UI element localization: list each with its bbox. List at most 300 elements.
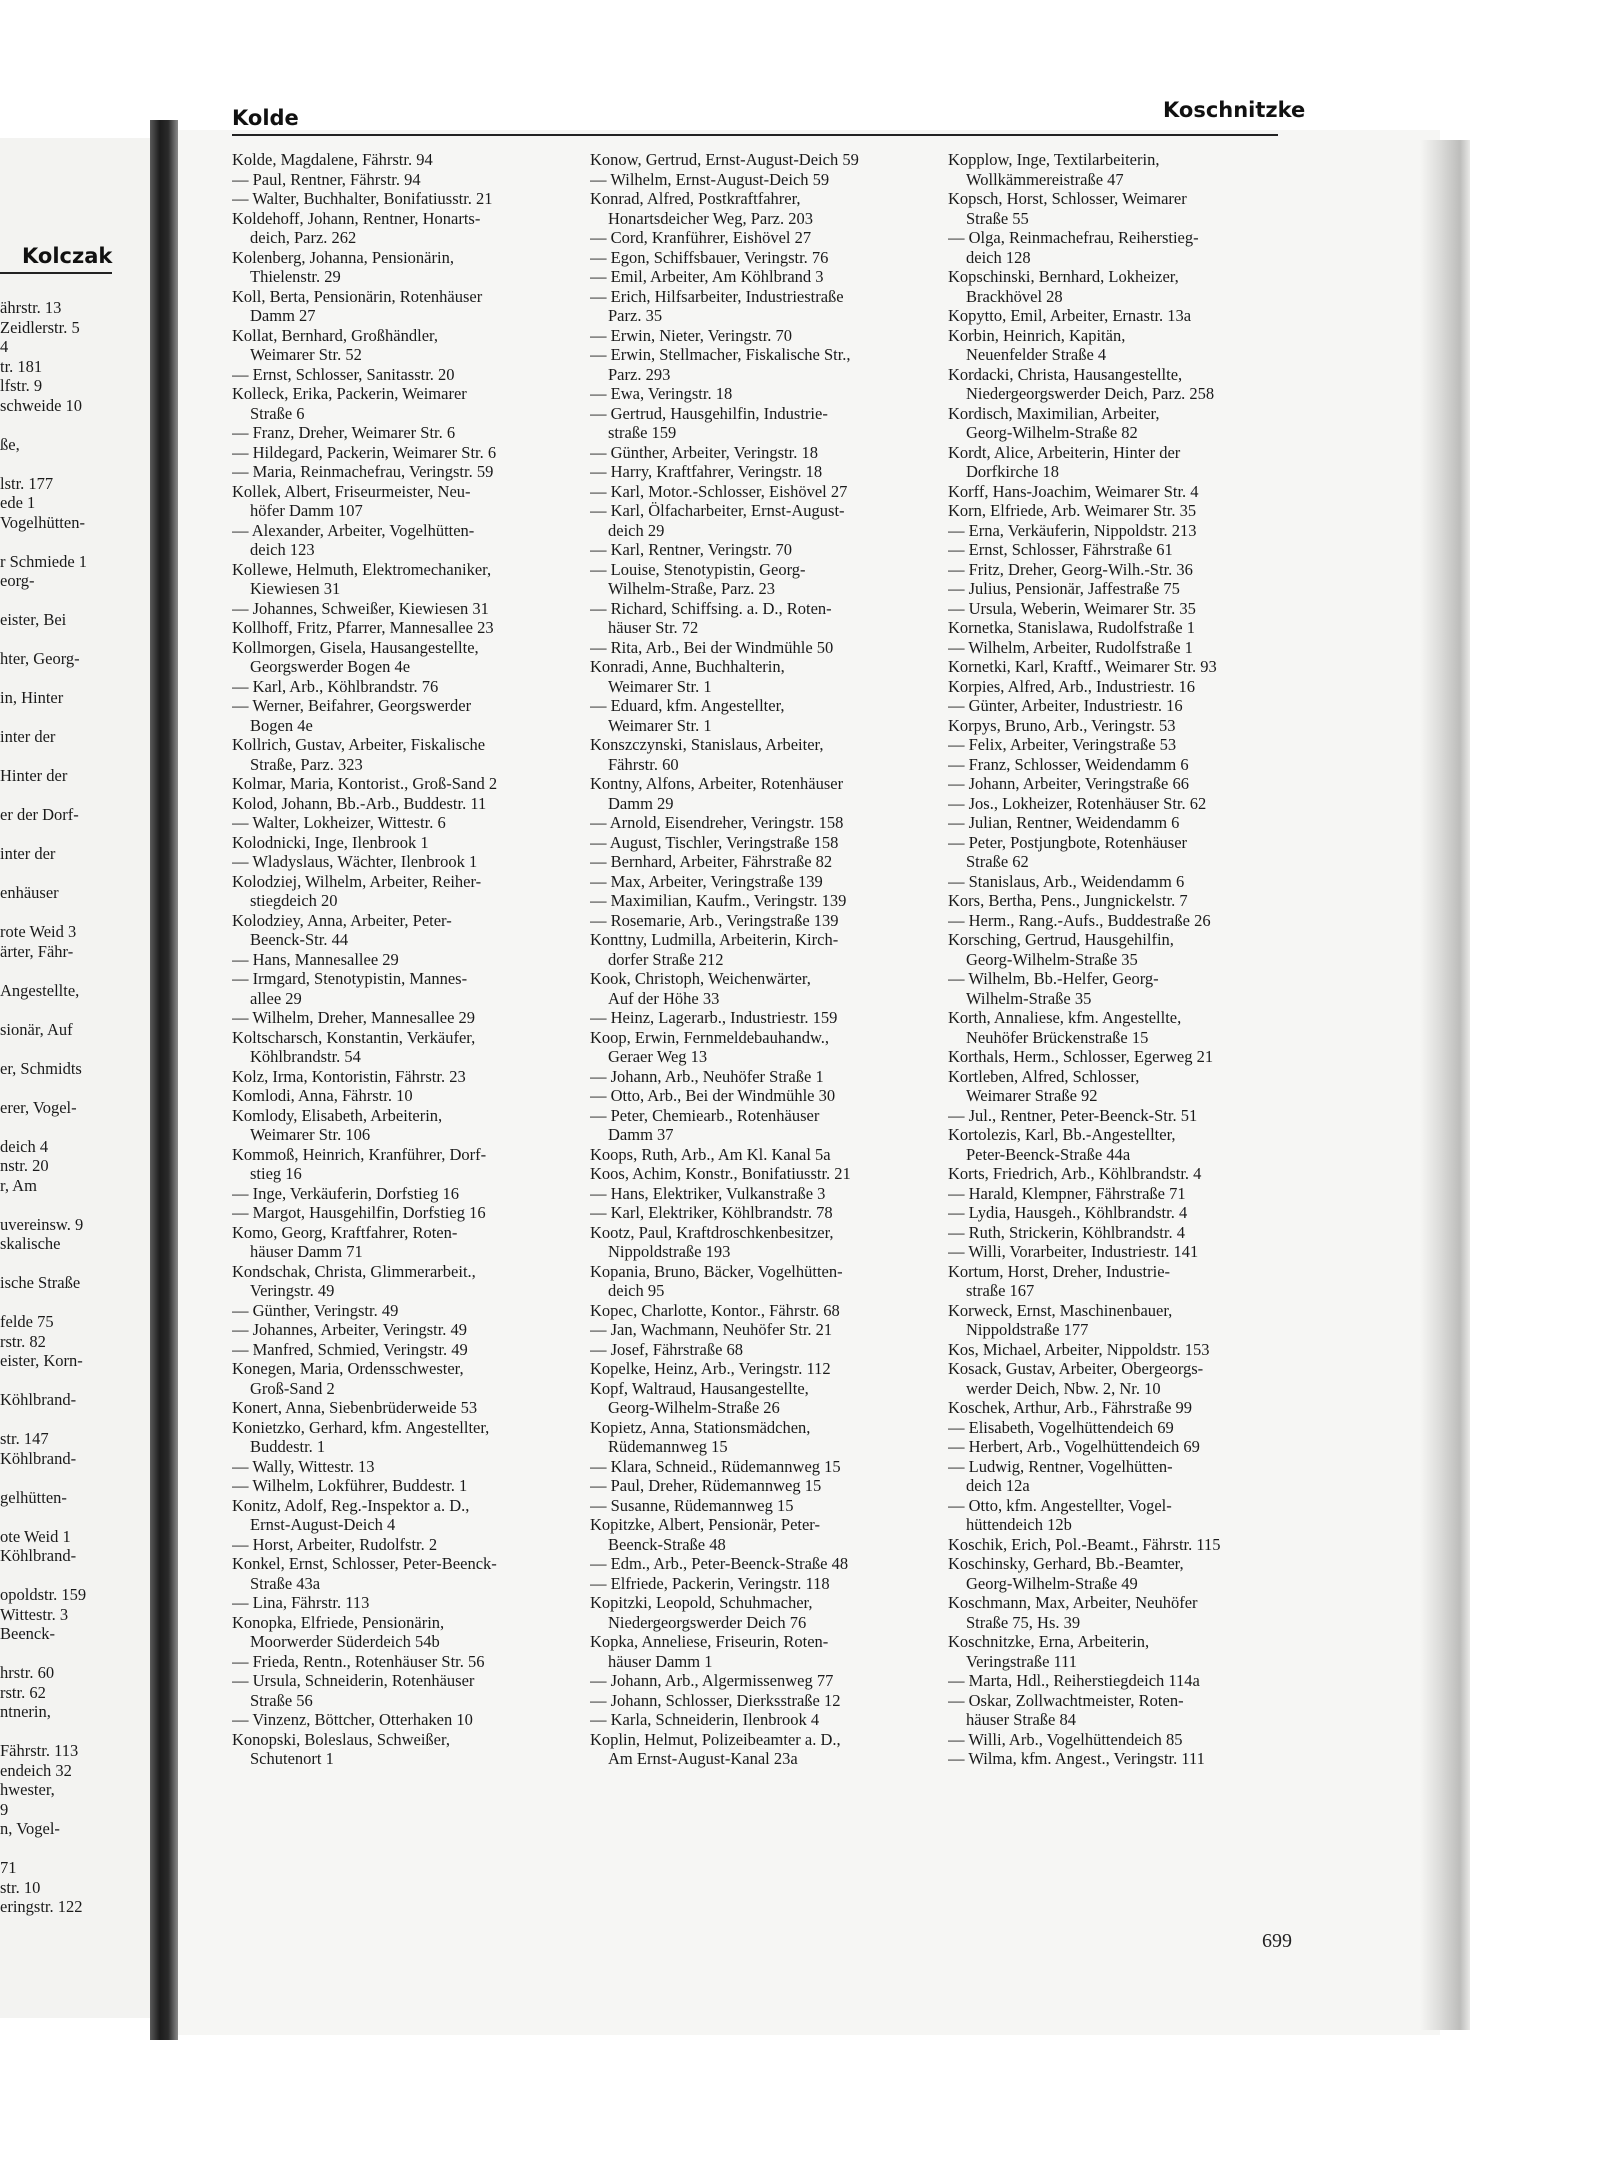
directory-entry: [590, 1008, 938, 1028]
entry-line: — Erwin, Nieter, Veringstr. 70: [590, 325, 793, 345]
entry-continuation-line: Niedergeorgswerder Deich 76: [608, 1612, 807, 1632]
entry-line: — Maximilian, Kaufm., Veringstr. 139: [590, 891, 847, 910]
entry-continuation-line: Neuenfelder Straße 4: [966, 345, 1107, 364]
directory-entry: [590, 1145, 938, 1165]
left-page-line: eorg-: [0, 571, 35, 590]
entry-line: Komo, Georg, Kraftfahrer, Roten-: [232, 1222, 458, 1242]
entry-continuation-line: deich 12a: [966, 1476, 1030, 1495]
directory-entry: [948, 1554, 1296, 1593]
entry-line: Kopitzki, Leopold, Schuhmacher,: [590, 1593, 813, 1612]
directory-entry: [590, 1223, 938, 1262]
directory-entry: [590, 657, 938, 696]
entry-continuation-line: deich 95: [608, 1281, 665, 1300]
entry-line: — Karl, Elektriker, Köhlbrandstr. 78: [590, 1203, 833, 1222]
entry-line: — Emil, Arbeiter, Am Köhlbrand 3: [590, 267, 824, 286]
directory-entry: [232, 1223, 580, 1262]
entry-line: Kopelke, Heinz, Arb., Veringstr. 112: [590, 1359, 831, 1378]
entry-continuation-line: Weimarer Straße 92: [966, 1086, 1098, 1105]
entry-continuation-line: Neuhöfer Brückenstraße 15: [966, 1027, 1149, 1047]
directory-entry: [232, 1476, 580, 1496]
directory-entry: [232, 1067, 580, 1087]
entry-line: — Johann, Arbeiter, Veringstraße 66: [948, 774, 1189, 793]
left-page-line: [0, 708, 150, 728]
entry-continuation-line: Straße, Parz. 323: [250, 754, 363, 774]
entry-continuation-line: Auf der Höhe 33: [608, 988, 720, 1008]
directory-entry: [948, 1262, 1296, 1301]
directory-entry: [590, 852, 938, 872]
entry-continuation-line: dorfer Straße 212: [608, 949, 724, 969]
entry-line: — Günter, Arbeiter, Industriestr. 16: [948, 696, 1183, 715]
directory-entry: [232, 1710, 580, 1730]
directory-entry: [948, 618, 1296, 638]
directory-entry: [590, 1379, 938, 1418]
entry-line: Kornetki, Karl, Kraftf., Weimarer Str. 93: [948, 657, 1217, 676]
left-page-line: Vogelhütten-: [0, 512, 85, 532]
entry-continuation-line: Straße 56: [250, 1690, 313, 1710]
directory-entry: [590, 170, 938, 190]
directory-entry: [590, 891, 938, 911]
entry-line: Koschmann, Max, Arbeiter, Neuhöfer: [948, 1593, 1198, 1612]
entry-line: Konszczynski, Stanislaus, Arbeiter,: [590, 735, 824, 754]
directory-column-3: [948, 150, 1296, 1769]
directory-entry: [232, 1613, 580, 1652]
entry-line: — Werner, Beifahrer, Georgswerder: [232, 696, 472, 715]
directory-entry: [590, 911, 938, 931]
directory-entry: [590, 930, 938, 969]
left-page-line: [0, 1000, 150, 1020]
entry-line: — Edm., Arb., Peter-Beenck-Straße 48: [590, 1554, 849, 1573]
directory-entry: [232, 423, 580, 443]
entry-line: — Herbert, Arb., Vogelhüttendeich 69: [948, 1437, 1200, 1456]
entry-line: Kornetka, Stanislawa, Rudolfstraße 1: [948, 618, 1195, 637]
left-page-line: uvereinsw. 9: [0, 1214, 84, 1234]
entry-line: Kopf, Waltraud, Hausangestellte,: [590, 1378, 809, 1398]
entry-line: — Cord, Kranführer, Eishövel 27: [590, 228, 812, 247]
entry-continuation-line: hüttendeich 12b: [966, 1515, 1072, 1534]
left-page-line: lstr. 177: [0, 473, 54, 493]
directory-entry: [232, 150, 580, 170]
directory-entry: [590, 540, 938, 560]
entry-line: Kordacki, Christa, Hausangestellte,: [948, 364, 1183, 384]
directory-entry: [232, 1359, 580, 1398]
entry-line: — Fritz, Dreher, Georg-Wilh.-Str. 36: [948, 559, 1193, 579]
entry-line: — Wilma, kfm. Angest., Veringstr. 111: [948, 1749, 1205, 1768]
directory-entry: [232, 1554, 580, 1593]
directory-entry: [948, 638, 1296, 658]
entry-line: Koldehoff, Johann, Rentner, Honarts-: [232, 208, 481, 228]
entry-line: Kolenberg, Johanna, Pensionärin,: [232, 247, 454, 267]
entry-line: — Ernst, Schlosser, Fährstraße 61: [948, 540, 1173, 559]
left-page-line: ährstr. 13: [0, 298, 62, 317]
directory-entry: [232, 1184, 580, 1204]
directory-entry: [232, 1262, 580, 1301]
directory-entry: [948, 872, 1296, 892]
directory-entry: [948, 443, 1296, 482]
left-page-line: 4: [0, 337, 9, 356]
entry-continuation-line: Georgswerder Bogen 4e: [250, 657, 411, 676]
directory-entry: [948, 501, 1296, 521]
entry-line: — Julius, Pensionär, Jaffestraße 75: [948, 579, 1180, 598]
entry-continuation-line: Beenck-Straße 48: [608, 1534, 726, 1554]
directory-entry: [590, 404, 938, 443]
entry-line: Kolleck, Erika, Packerin, Weimarer: [232, 384, 467, 403]
directory-entry: [232, 1008, 580, 1028]
entry-line: Kootz, Paul, Kraftdroschkenbesitzer,: [590, 1222, 834, 1242]
left-page-line: Fährstr. 113: [0, 1741, 79, 1760]
directory-entry: [590, 833, 938, 853]
entry-line: Konert, Anna, Siebenbrüderweide 53: [232, 1398, 478, 1417]
entry-line: Kortum, Horst, Dreher, Industrie-: [948, 1261, 1171, 1281]
entry-line: — Karl, Arb., Köhlbrandstr. 76: [232, 676, 439, 696]
entry-line: Konttny, Ludmilla, Arbeiterin, Kirch-: [590, 930, 839, 949]
entry-line: — Wally, Wittestr. 13: [232, 1456, 375, 1476]
entry-line: — Wilhelm, Ernst-August-Deich 59: [590, 169, 830, 189]
entry-continuation-line: Parz. 35: [608, 306, 663, 325]
directory-entry: [232, 872, 580, 911]
entry-line: — Walter, Lokheizer, Wittestr. 6: [232, 813, 446, 832]
entry-line: — Frieda, Rentn., Rotenhäuser Str. 56: [232, 1651, 485, 1671]
entry-line: — Julian, Rentner, Weidendamm 6: [948, 813, 1180, 832]
entry-continuation-line: häuser Damm 71: [250, 1242, 363, 1261]
left-page-line: [0, 1722, 150, 1742]
entry-continuation-line: Honartsdeicher Weg, Parz. 203: [608, 208, 814, 228]
entry-line: Kollhoff, Fritz, Pfarrer, Mannesallee 23: [232, 618, 494, 637]
directory-entry: [948, 911, 1296, 931]
directory-entry: [232, 735, 580, 774]
directory-entry: [232, 911, 580, 950]
directory-entry: [948, 735, 1296, 755]
entry-line: Kolodnicki, Inge, Ilenbrook 1: [232, 832, 429, 852]
left-page-line: 71: [0, 1858, 17, 1877]
entry-line: — Irmgard, Stenotypistin, Mannes-: [232, 969, 468, 988]
directory-entry: [590, 248, 938, 268]
directory-entry: [590, 1106, 938, 1145]
entry-line: Kolodziej, Wilhelm, Arbeiter, Reiher-: [232, 871, 482, 891]
directory-entry: [232, 813, 580, 833]
entry-continuation-line: Damm 29: [608, 793, 674, 813]
entry-line: — Wilhelm, Arbeiter, Rudolfstraße 1: [948, 637, 1193, 657]
book-spine: [150, 120, 178, 2040]
entry-line: — Ewa, Veringstr. 18: [590, 384, 733, 403]
directory-entry: [232, 950, 580, 970]
directory-entry: [232, 696, 580, 735]
entry-continuation-line: Beenck-Str. 44: [250, 930, 349, 949]
entry-line: Kors, Bertha, Pens., Jungnickelstr. 7: [948, 891, 1188, 910]
entry-continuation-line: Weimarer Str. 1: [608, 715, 712, 735]
entry-continuation-line: deich 29: [608, 520, 665, 540]
entry-continuation-line: Veringstr. 49: [250, 1281, 335, 1300]
entry-line: Kosack, Gustav, Arbeiter, Obergeorgs-: [948, 1359, 1204, 1378]
left-page-line: [0, 1195, 150, 1215]
entry-continuation-line: Georg-Wilhelm-Straße 26: [608, 1398, 780, 1417]
directory-entry: [948, 833, 1296, 872]
entry-line: — Johann, Schlosser, Dierksstraße 12: [590, 1690, 841, 1710]
entry-line: — Gertrud, Hausgehilfin, Industrie-: [590, 403, 828, 423]
entry-line: — Jos., Lokheizer, Rotenhäuser Str. 62: [948, 793, 1207, 813]
entry-line: Korpies, Alfred, Arb., Industriestr. 16: [948, 676, 1196, 696]
entry-line: — Manfred, Schmied, Veringstr. 49: [232, 1339, 468, 1359]
entry-line: Koop, Erwin, Fernmeldebauhandw.,: [590, 1027, 830, 1047]
entry-continuation-line: allee 29: [250, 988, 302, 1008]
entry-line: — Eduard, kfm. Angestellter,: [590, 696, 785, 715]
entry-line: — Peter, Postjungbote, Rotenhäuser: [948, 832, 1188, 852]
directory-entry: [590, 443, 938, 463]
left-page-line: [0, 1039, 150, 1059]
left-page: [0, 138, 150, 2018]
left-page-line: lfstr. 9: [0, 376, 43, 395]
entry-line: — Karl, Motor.-Schlosser, Eishövel 27: [590, 481, 848, 501]
directory-entry: [948, 1632, 1296, 1671]
entry-continuation-line: Buddestr. 1: [250, 1437, 326, 1456]
directory-entry: [590, 1262, 938, 1301]
directory-entry: [232, 1320, 580, 1340]
entry-line: — Elisabeth, Vogelhüttendeich 69: [948, 1417, 1174, 1437]
entry-continuation-line: Georg-Wilhelm-Straße 35: [966, 949, 1138, 969]
entry-line: Konegen, Maria, Ordensschwester,: [232, 1359, 464, 1378]
directory-entry: [232, 248, 580, 287]
directory-entry: [590, 384, 938, 404]
entry-line: Kopschinski, Bernhard, Lokheizer,: [948, 267, 1179, 286]
left-page-line: str. 147: [0, 1429, 49, 1448]
entry-continuation-line: Am Ernst-August-Kanal 23a: [608, 1749, 798, 1768]
entry-continuation-line: Straße 55: [966, 208, 1029, 228]
left-page-line: [0, 1371, 150, 1391]
directory-entry: [232, 852, 580, 872]
directory-entry: [590, 1710, 938, 1730]
left-page-line: str. 10: [0, 1877, 41, 1897]
entry-line: — Wilhelm, Lokführer, Buddestr. 1: [232, 1476, 468, 1495]
directory-entry: [232, 618, 580, 638]
entry-line: Konietzko, Gerhard, kfm. Angestellter,: [232, 1417, 490, 1437]
left-page-line: [0, 1293, 150, 1313]
entry-line: — Erich, Hilfsarbeiter, Industriestraße: [590, 286, 844, 306]
directory-entry: [948, 599, 1296, 619]
left-page-line: tr. 181: [0, 356, 43, 376]
entry-continuation-line: Rüdemannweg 15: [608, 1437, 728, 1456]
entry-line: — Ernst, Schlosser, Sanitasstr. 20: [232, 364, 455, 384]
entry-line: — Franz, Schlosser, Weidendamm 6: [948, 754, 1189, 774]
entry-continuation-line: häuser Straße 84: [966, 1710, 1076, 1729]
entry-line: — Felix, Arbeiter, Veringstraße 53: [948, 735, 1177, 754]
directory-entry: [590, 482, 938, 502]
directory-entry: [590, 189, 938, 228]
entry-line: Kollek, Albert, Friseurmeister, Neu-: [232, 481, 471, 501]
entry-line: — Louise, Stenotypistin, Georg-: [590, 559, 806, 579]
left-page-line: enhäuser: [0, 883, 59, 902]
entry-line: Kortleben, Alfred, Schlosser,: [948, 1066, 1140, 1086]
directory-entry: [948, 1398, 1296, 1418]
directory-entry: [590, 638, 938, 658]
directory-entry: [948, 1535, 1296, 1555]
directory-entry: [232, 521, 580, 560]
entry-line: — Egon, Schiffsbauer, Veringstr. 76: [590, 247, 829, 267]
entry-line: — Inge, Verkäuferin, Dorfstieg 16: [232, 1183, 459, 1203]
entry-continuation-line: Thielenstr. 29: [250, 267, 341, 286]
directory-entry: [590, 1086, 938, 1106]
directory-entry: [590, 813, 938, 833]
header-left-keyword: Kolde: [232, 106, 299, 130]
left-page-line: [0, 1254, 150, 1274]
entry-continuation-line: straße 167: [966, 1281, 1035, 1300]
entry-line: Kortolezis, Karl, Bb.-Angestellter,: [948, 1125, 1176, 1144]
entry-line: Koos, Achim, Konstr., Bonifatiusstr. 21: [590, 1164, 851, 1183]
directory-entry: [590, 774, 938, 813]
entry-continuation-line: Straße 75, Hs. 39: [966, 1612, 1081, 1632]
entry-continuation-line: häuser Str. 72: [608, 618, 699, 637]
entry-line: — Lina, Fährstr. 113: [232, 1593, 370, 1612]
entry-line: — Herm., Rang.-Aufs., Buddestraße 26: [948, 910, 1211, 930]
directory-entry: [232, 1145, 580, 1184]
left-page-line: sionär, Auf: [0, 1019, 73, 1039]
directory-entry: [590, 228, 938, 248]
entry-continuation-line: straße 159: [608, 423, 677, 442]
directory-entry: [232, 1730, 580, 1769]
directory-entry: [948, 696, 1296, 716]
entry-line: — Wilhelm, Dreher, Mannesallee 29: [232, 1008, 476, 1027]
entry-line: Kordisch, Maximilian, Arbeiter,: [948, 403, 1160, 423]
entry-line: — Paul, Rentner, Fährstr. 94: [232, 169, 421, 189]
entry-line: — Karl, Rentner, Veringstr. 70: [590, 540, 793, 559]
directory-entry: [590, 345, 938, 384]
entry-line: — Horst, Arbeiter, Rudolfstr. 2: [232, 1534, 438, 1554]
directory-entry: [590, 1574, 938, 1594]
entry-line: — Rita, Arb., Bei der Windmühle 50: [590, 637, 834, 657]
left-page-line: [0, 532, 150, 552]
directory-entry: [948, 150, 1296, 189]
directory-entry: [948, 1125, 1296, 1164]
directory-entry: [590, 150, 938, 170]
directory-entry: [590, 462, 938, 482]
directory-entry: [948, 1496, 1296, 1535]
entry-continuation-line: Niedergeorgswerder Deich, Parz. 258: [966, 384, 1215, 403]
directory-entry: [948, 1047, 1296, 1067]
directory-entry: [948, 1691, 1296, 1730]
left-page-line: endeich 32: [0, 1760, 72, 1780]
entry-line: — Franz, Dreher, Weimarer Str. 6: [232, 423, 456, 442]
entry-line: — Bernhard, Arbeiter, Fährstraße 82: [590, 852, 833, 871]
directory-entry: [590, 599, 938, 638]
directory-entry: [948, 813, 1296, 833]
directory-entry: [590, 1028, 938, 1067]
entry-line: Kolodziey, Anna, Arbeiter, Peter-: [232, 910, 452, 930]
entry-continuation-line: Georg-Wilhelm-Straße 82: [966, 423, 1138, 442]
entry-line: Konitz, Adolf, Reg.-Inspektor a. D.,: [232, 1495, 470, 1515]
left-page-line: [0, 630, 150, 650]
left-page-line: [0, 1566, 150, 1586]
entry-continuation-line: Wilhelm-Straße, Parz. 23: [608, 579, 776, 598]
directory-entry: [232, 1028, 580, 1067]
directory-entry: [948, 306, 1296, 326]
entry-continuation-line: Wilhelm-Straße 35: [966, 988, 1092, 1008]
entry-line: — Hans, Mannesallee 29: [232, 949, 399, 969]
header-right-keyword: Koschnitzke: [1163, 98, 1306, 122]
directory-entry: [948, 1008, 1296, 1047]
directory-entry: [590, 1496, 938, 1516]
directory-entry: [232, 774, 580, 794]
entry-line: — Hans, Elektriker, Vulkanstraße 3: [590, 1183, 826, 1203]
directory-entry: [590, 1301, 938, 1321]
directory-entry: [948, 969, 1296, 1008]
left-page-line: opoldstr. 159: [0, 1585, 87, 1604]
entry-line: Korts, Friedrich, Arb., Köhlbrandstr. 4: [948, 1164, 1202, 1183]
directory-entry: [590, 1184, 938, 1204]
entry-continuation-line: Ernst-August-Deich 4: [250, 1515, 396, 1534]
left-page-line: erer, Vogel-: [0, 1097, 77, 1117]
entry-line: Korn, Elfriede, Arb. Weimarer Str. 35: [948, 501, 1197, 520]
entry-continuation-line: deich 123: [250, 540, 315, 559]
left-page-line: schweide 10: [0, 395, 83, 415]
directory-entry: [232, 365, 580, 385]
entry-line: Konkel, Ernst, Schlosser, Peter-Beenck-: [232, 1554, 497, 1573]
entry-continuation-line: Moorwerder Süderdeich 54b: [250, 1632, 440, 1651]
entry-continuation-line: Groß-Sand 2: [250, 1378, 335, 1398]
entry-line: Kos, Michael, Arbeiter, Nippoldstr. 153: [948, 1339, 1210, 1359]
directory-entry: [232, 677, 580, 697]
entry-continuation-line: häuser Damm 1: [608, 1651, 713, 1671]
left-page-line: [0, 669, 150, 689]
entry-line: — Otto, Arb., Bei der Windmühle 30: [590, 1086, 836, 1105]
directory-entry: [232, 833, 580, 853]
entry-line: Korsching, Gertrud, Hausgehilfin,: [948, 930, 1174, 949]
entry-line: — Wladyslaus, Wächter, Ilenbrook 1: [232, 852, 478, 871]
entry-continuation-line: stiegdeich 20: [250, 891, 338, 910]
left-page-line: deich 4: [0, 1136, 49, 1156]
entry-continuation-line: Köhlbrandstr. 54: [250, 1047, 361, 1066]
directory-entry: [948, 716, 1296, 736]
entry-line: Kondschak, Christa, Glimmerarbeit.,: [232, 1261, 476, 1281]
directory-entry: [590, 501, 938, 540]
left-page-line: gelhütten-: [0, 1487, 67, 1507]
entry-line: Kopitzke, Albert, Pensionär, Peter-: [590, 1515, 820, 1534]
entry-line: — Walter, Buchhalter, Bonifatiusstr. 21: [232, 189, 493, 208]
entry-continuation-line: höfer Damm 107: [250, 501, 363, 520]
entry-continuation-line: Georg-Wilhelm-Straße 49: [966, 1573, 1138, 1593]
directory-entry: [590, 1067, 938, 1087]
entry-line: — Willi, Arb., Vogelhüttendeich 85: [948, 1729, 1183, 1749]
entry-line: — August, Tischler, Veringstraße 158: [590, 832, 839, 852]
entry-line: — Margot, Hausgehilfin, Dorfstieg 16: [232, 1203, 486, 1222]
entry-line: — Günther, Arbeiter, Veringstr. 18: [590, 442, 818, 462]
directory-entry: [232, 384, 580, 423]
left-page-line: [0, 1117, 150, 1137]
directory-entry: [590, 1457, 938, 1477]
entry-line: — Wilhelm, Bb.-Helfer, Georg-: [948, 969, 1159, 988]
directory-entry: [232, 1496, 580, 1535]
directory-entry: [232, 326, 580, 365]
page-number: 699: [1262, 1930, 1292, 1952]
left-page-line: [0, 1839, 150, 1859]
entry-line: — Josef, Fährstraße 68: [590, 1339, 744, 1359]
entry-line: Korweck, Ernst, Maschinenbauer,: [948, 1300, 1173, 1320]
entry-line: Kollrich, Gustav, Arbeiter, Fiskalische: [232, 735, 486, 754]
entry-continuation-line: Schutenort 1: [250, 1749, 334, 1768]
entry-line: — Karl, Ölfacharbeiter, Ernst-August-: [590, 501, 845, 520]
left-page-line: eister, Korn-: [0, 1351, 83, 1370]
entry-line: Konradi, Anne, Buchhalterin,: [590, 657, 785, 676]
entry-continuation-line: Geraer Weg 13: [608, 1047, 708, 1066]
entry-continuation-line: Dorfkirche 18: [966, 462, 1060, 481]
directory-entry: [948, 1749, 1296, 1769]
directory-entry: [948, 1340, 1296, 1360]
directory-entry: [948, 189, 1296, 228]
directory-entry: [590, 969, 938, 1008]
entry-line: — Rosemarie, Arb., Veringstraße 139: [590, 910, 839, 930]
left-page-line: [0, 1644, 150, 1664]
entry-line: Kordt, Alice, Arbeiterin, Hinter der: [948, 442, 1181, 462]
left-page-line: hter, Georg-: [0, 649, 80, 668]
left-page-line: 9: [0, 1799, 9, 1819]
entry-line: Koltscharsch, Konstantin, Verkäufer,: [232, 1027, 476, 1047]
